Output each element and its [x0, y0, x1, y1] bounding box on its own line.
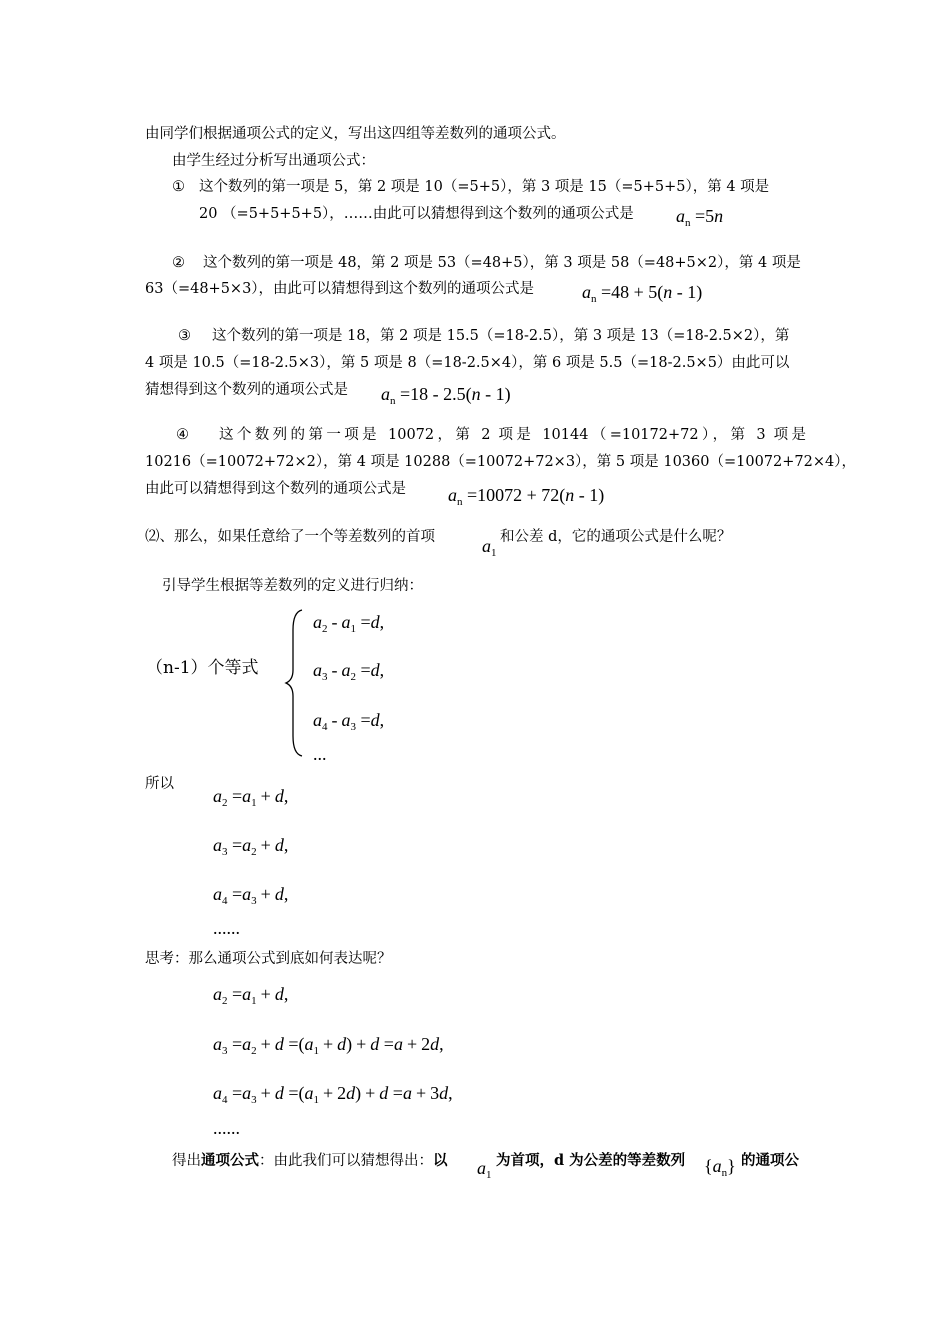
item4-formula: $a_n =10072 + 72(n - 1)$: [448, 485, 605, 508]
guide-text: 引导学生根据等差数列的定义进行归纳：: [162, 578, 423, 594]
eq-a4-minus-a3: $a_4 - a_3 =d$,: [313, 710, 385, 733]
left-brace: [284, 608, 306, 758]
brace-ellipsis: ...: [313, 744, 327, 764]
item4-line3: 由此可以猜想得到这个数列的通项公式是: [145, 481, 406, 497]
item2-line1: 这个数列的第一项是 48，第 2 项是 53（=48+5），第 3 项是 58（=48+5×2），第 4 项是: [203, 255, 801, 271]
question2-prefix: ⑵、那么，如果任意给了一个等差数列的首项: [145, 529, 435, 545]
item2-formula-tail: - 1): [672, 282, 703, 302]
conclusion-an-set: $\{a_n\}$: [704, 1156, 736, 1179]
conclusion-mid: ：由此我们可以猜想得出：: [259, 1153, 433, 1169]
eq-a2-minus-a1: $a_2 - a_1 =d$,: [313, 612, 385, 635]
conclusion-a1: $a_1$: [477, 1158, 492, 1181]
item1-formula-rhs: =5: [695, 206, 715, 226]
item2-formula-rhs: =48 + 5(: [601, 282, 664, 302]
item4-formula-rhs: =10072 + 72(: [467, 485, 566, 505]
item4-formula-tail: - 1): [574, 485, 605, 505]
eq2-a2: $a_2 =a_1 + d$,: [213, 984, 289, 1007]
item3-number: ③: [178, 328, 191, 344]
item1-number: ①: [172, 179, 185, 195]
think-question: 思考：那么通项公式到底如何表达呢？: [145, 951, 392, 967]
item1-line1: 这个数列的第一项是 5，第 2 项是 10（=5+5），第 3 项是 15（=5+5+5），第 4 项是: [199, 179, 770, 195]
eq-a3-sum: $a_3 =a_2 + d$,: [213, 835, 289, 858]
item1-formula: $a_n =5n$: [676, 206, 724, 229]
item1-line2: 20 （=5+5+5+5），……由此可以猜想得到这个数列的通项公式是: [199, 206, 634, 222]
item4-line2: 10216（=10072+72×2），第 4 项是 10288（=10072+72×3），第 5 项是 10360（=10072+72×4），: [145, 454, 856, 470]
item2-number: ②: [172, 255, 185, 271]
conclusion-bold-end: 的通项公: [741, 1152, 799, 1169]
item3-formula-tail: - 1): [480, 384, 511, 404]
eq-a4-sum: $a_4 =a_3 + d$,: [213, 884, 289, 907]
item2-line2: 63（=48+5×3），由此可以猜想得到这个数列的通项公式是: [145, 281, 535, 297]
a1-symbol: $a_1$: [482, 536, 497, 559]
question2-suffix: 和公差 d，它的通项公式是什么呢？: [500, 529, 732, 545]
item4-line1: 这个数列的第一项是 10072，第 2 项是 10144（=10172+72），第 3 项是: [219, 427, 806, 443]
eq2-a4: $a_4 =a_3 + d =(a_1 + 2d) + d =a + 3d$,: [213, 1083, 453, 1106]
conclusion-bold-yi: 以: [433, 1152, 448, 1169]
conclusion-bold-term: 通项公式: [201, 1152, 259, 1169]
conclusion-bold-mid: 为首项，d 为公差的等差数列: [496, 1152, 686, 1169]
item3-line3: 猜想得到这个数列的通项公式是: [145, 382, 348, 398]
sum-ellipsis: ......: [213, 918, 240, 938]
eq2-a3: $a_3 =a_2 + d =(a_1 + d) + d =a + 2d$,: [213, 1034, 444, 1057]
item3-formula-rhs: =18 - 2.5(: [400, 384, 472, 404]
eq-a2-sum: $a_2 =a_1 + d$,: [213, 786, 289, 809]
item3-formula: $a_n =18 - 2.5(n - 1)$: [381, 384, 511, 407]
suoyi-label: 所以: [145, 776, 174, 792]
intro-paragraph: 由同学们根据通项公式的定义，写出这四组等差数列的通项公式。: [145, 126, 566, 142]
brace-label: （n-1）个等式: [146, 658, 259, 678]
item3-line1: 这个数列的第一项是 18，第 2 项是 15.5（=18-2.5），第 3 项是 13（=18-2.5×2），第: [212, 328, 790, 344]
eq-a3-minus-a2: $a_3 - a_2 =d$,: [313, 660, 385, 683]
conclusion-line: [172, 1152, 448, 1170]
conclusion-prefix: 得出: [172, 1153, 201, 1169]
eq2-ellipsis: ......: [213, 1118, 240, 1138]
student-analysis-line: 由学生经过分析写出通项公式：: [172, 153, 375, 169]
item2-formula: $a_n =48 + 5(n - 1)$: [582, 282, 703, 305]
item3-line2: 4 项是 10.5（=18-2.5×3），第 5 项是 8（=18-2.5×4），第 6 项是 5.5（=18-2.5×5）由此可以: [145, 355, 790, 371]
item4-number: ④: [176, 427, 189, 443]
